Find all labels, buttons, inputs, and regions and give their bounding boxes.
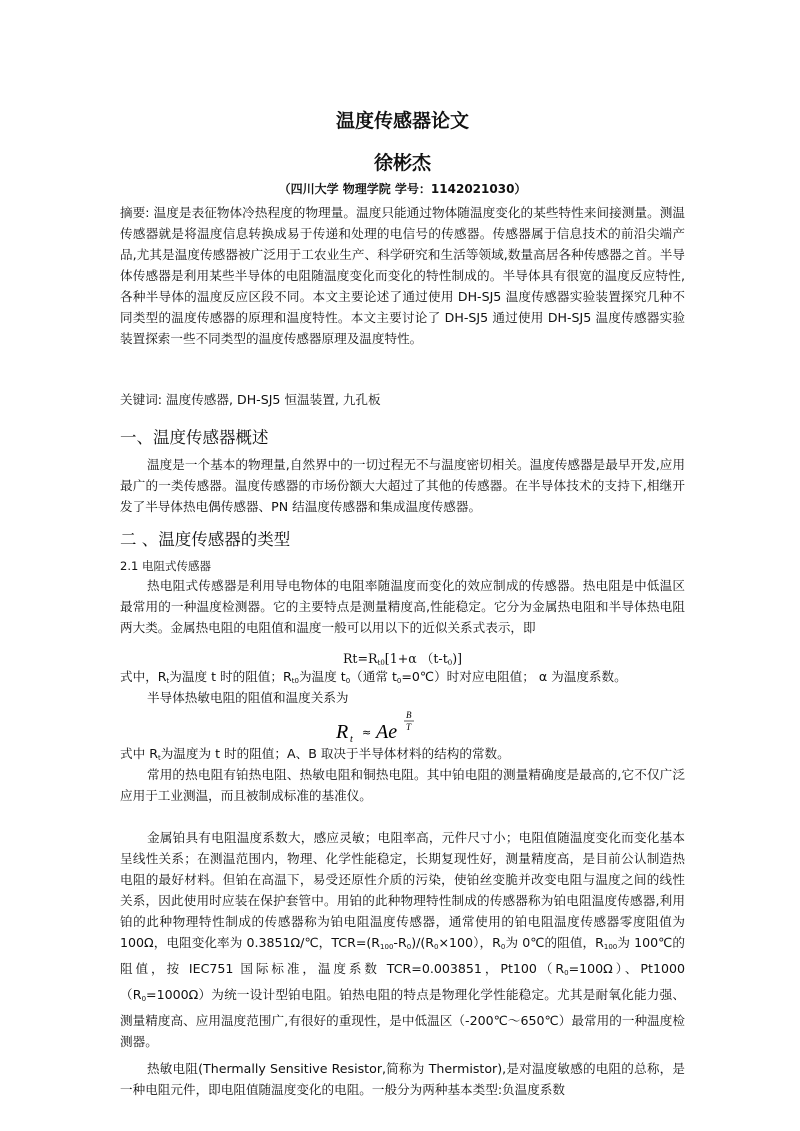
equation-2: [334, 706, 474, 746]
keywords-block: [120, 389, 685, 410]
equation-2-r: R: [336, 721, 349, 743]
equation-2-sub-t: t: [350, 734, 353, 745]
equation-2-ae: Ae: [376, 721, 398, 743]
abstract-text: 摘要: 温度是表征物体冷热程度的物理量。温度只能通过物体随温度变化的某些特性来间接测量。测温传感器就是将温度信息转换成易于传递和处理的电信号的传感器。传感器属于信息技术的前沿尖端产品,尤其是温度传感器被广泛用于工农业生产、科学研究和生活等领域,数量高居各种传感器之首。半导体传感器是利用某些半导体的电阻随温度变化而变化的特性制成的。半导体具有很宽的温度反应特性,各种半导体的温度反应区段不同。本文主要论述了通过使用 DH-SJ5 温度传感器实验装置探究几种不同类型的温度传感器的原理和温度特性。本文主要讨论了 DH-SJ5 通过使用 DH-SJ5 温度传感器实验装置探索一些不同类型的温度传感器原理及温度特性。: [120, 205, 685, 346]
subsection-2-1-heading: 2.1 电阻式传感器: [120, 559, 211, 573]
paper-title: 温度传感器论文: [335, 110, 469, 132]
author-name: 徐彬杰: [373, 152, 431, 174]
section2-paragraph-4: 式中 $R_t$为温度为 t 时的阻值；A、B 取决于半导体材料的结构的常数。: [120, 746, 510, 762]
section2-heading: 二 、温度传感器的类型: [120, 530, 291, 549]
equation-2-exp-b: B: [406, 710, 412, 720]
section2-paragraph-6-block: [120, 827, 685, 1052]
section1-body: [120, 454, 685, 517]
keywords-text: 关键词: 温度传感器, DH-SJ5 恒温装置, 九孔板: [120, 392, 381, 407]
equation-2-exp-t: T: [406, 722, 412, 732]
section1-heading: 一、温度传感器概述: [120, 428, 269, 447]
section2-paragraph-1-block: [120, 575, 685, 638]
section1-paragraph: 温度是一个基本的物理量,自然界中的一切过程无不与温度密切相关。温度传感器是最早开发,应用最广的一类传感器。温度传感器的市场份额大大超过了其他的传感器。在半导体技术的支持下,相继开发了半导体热电偶传感器、PN 结温度传感器和集成温度传感器。: [120, 457, 685, 514]
section2-paragraph-6: 金属铂具有电阻温度系数大，感应灵敏；电阻率高，元件尺寸小；电阻值随温度变化而变化基本呈线性关系；在测温范围内，物理、化学性能稳定，长期复现性好，测量精度高，是目前公认制造热电阻的最好材料。但铂在高温下，易受还原性介质的污染，使铂丝变脆并改变电阻与温度之间的线性关系，因此使用时应装在保护套管中。用铂的此种物理特性制成的传感器称为铂电阻温度传感器,利用铂的此种物理特性制成的传感器称为铂电阻温度传感器，通常使用的铂电阻温度传感器零度阻值为 100Ω，电阻变化率为 0.3851Ω/℃，$TCR=(R_{100}-R_0)/(R_0\times 100)$，$R_0$为 0℃的阻值，$R_{100}$为 100℃的阻值，按 IEC751 国际标准，温度系数 TCR=0.003851，$Pt100(R_0=100\Omega)$、$Pt1000(R_0=1000\Omega)$为统一设计型铂电阻。铂热电阻的特点是物理化学性能稳定。尤其是耐氧化能力强、测量精度高、应用温度范围广,有很好的重现性，是中低温区（-200℃～650℃）最常用的一种温度检测器。: [120, 830, 685, 1049]
equation-2-approx: ≈: [362, 726, 372, 739]
section2-paragraph-2: 式中，$R_t$为温度 t 时的阻值；$R_{t0}$为温度 $t_0$（通常 $t_0=0℃$）时对应电阻值； α 为温度系数。: [120, 669, 627, 685]
section2-paragraph-5: 常用的热电阻有铂热电阻、热敏电阻和铜热电阻。其中铂电阻的测量精确度是最高的,它不仅广泛应用于工业测温，而且被制成标准的基准仪。: [120, 767, 685, 803]
affiliation: （四川大学 物理学院 学号：1142021030）: [278, 182, 527, 196]
section2-paragraph-7: 热敏电阻(Thermally Sensitive Resistor,简称为 Thermistor),是对温度敏感的电阻的总称，是一种电阻元件，即电阻值随温度变化的电阻。一般分为两种基本类型:负温度系数: [120, 1061, 685, 1097]
section2-paragraph-3-block: [120, 687, 685, 708]
section2-paragraph-5-block: [120, 764, 685, 806]
section2-paragraph-7-block: [120, 1058, 685, 1100]
abstract-block: [120, 202, 685, 349]
equation-1: $Rt=R_{t0}[1+\alpha$ $(t-t_0)$]: [342, 651, 463, 667]
section2-paragraph-1: 热电阻式传感器是利用导电物体的电阻率随温度而变化的效应制成的传感器。热电阻是中低温区最常用的一种温度检测器。它的主要特点是测量精度高,性能稳定。它分为金属热电阻和半导体热电阻两大类。金属热电阻的电阻值和温度一般可以用以下的近似关系式表示，即: [120, 578, 685, 635]
section2-paragraph-3: 半导体热敏电阻的阻值和温度关系为: [147, 690, 349, 705]
